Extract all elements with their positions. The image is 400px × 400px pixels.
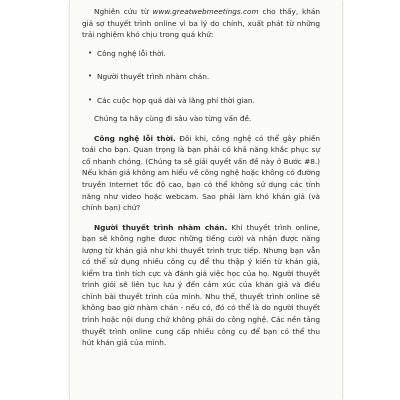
bullet-icon: •: [88, 95, 93, 104]
reason-text: Các cuộc họp quá dài và lãng phí thời gian.: [97, 95, 255, 105]
transition-sentence: Chúng ta hãy cùng đi sâu vào từng vấn đề.: [94, 114, 252, 124]
spacer: [82, 41, 320, 48]
section-body: Khi thuyết trình online, bạn sẽ không nghe được những tiếng cười và nhận được năng lượng từ khán giả như khi thuyết trình trực tiếp. Nhưng bạn vẫn có thể sử dụng nhiều công cụ để thu thập ý kiến từ khán giả, kiểm tra tình tích cực và đánh giá việc học của họ. Người thuyết trình giỏi sẽ liên tục lưu ý đến cảm xúc của khán giả và điều chỉnh bài thuyết trình của mình. Nhu thế, thuyết trình online sẽ không bao giờ nhàm chán - nếu có, đó có thể là do người thuyết trình hoặc nội dung chứ không phải do công nghệ. Các nền tảng thuyết trình online cung cấp nhiều công cụ để bạn có thể thu hút khán giả của mình.: [82, 222, 320, 348]
intro-paragraph: [82, 6, 320, 41]
spacer: [82, 125, 320, 133]
section-heading: Công nghệ lỗi thời.: [94, 133, 176, 143]
reasons-list: [82, 48, 320, 107]
bullet-icon: •: [88, 48, 93, 57]
reason-item: [88, 95, 320, 107]
intro-url: www.greatwebmeetings.com: [152, 7, 259, 16]
bullet-icon: •: [88, 72, 93, 81]
section-boring-presenter: [82, 222, 320, 349]
spacer: [82, 106, 320, 113]
page-sheet: [70, 0, 342, 400]
reason-item: [88, 71, 320, 83]
section-outdated-tech: [82, 133, 320, 214]
section-body: Đôi khi, công nghệ có thể gây phiền toái cho bạn. Quan trọng là bạn phải có khả năng khắc phục sự cố nhanh chóng. (Chúng ta sẽ giải quyết vấn đề này ở Bước #8.) Nếu khán giả không am hiểu về công nghệ hoặc không có đường truyền Internet tốc độ cao, bạn có thể không sử dụng các tính năng như video hoặc webcam. Sao phải làm khó khán giả (và chính bạn) chứ?: [82, 133, 320, 213]
reason-item: [88, 48, 320, 60]
spacer: [82, 214, 320, 222]
reason-text: Người thuyết trình nhàm chán.: [97, 72, 210, 82]
intro-after-url: cho thấy, khán giả sợ thuyết trình online vì ba lý do chính, xuất phát từ những trải nghiệm khó chịu trong quá khứ:: [82, 7, 320, 40]
section-heading: Người thuyết trình nhàm chán.: [94, 222, 228, 232]
intro-before-url: Nghiên cứu từ: [94, 7, 153, 16]
reason-text: Công nghệ lỗi thời.: [97, 48, 166, 58]
page-body: [82, 6, 320, 349]
